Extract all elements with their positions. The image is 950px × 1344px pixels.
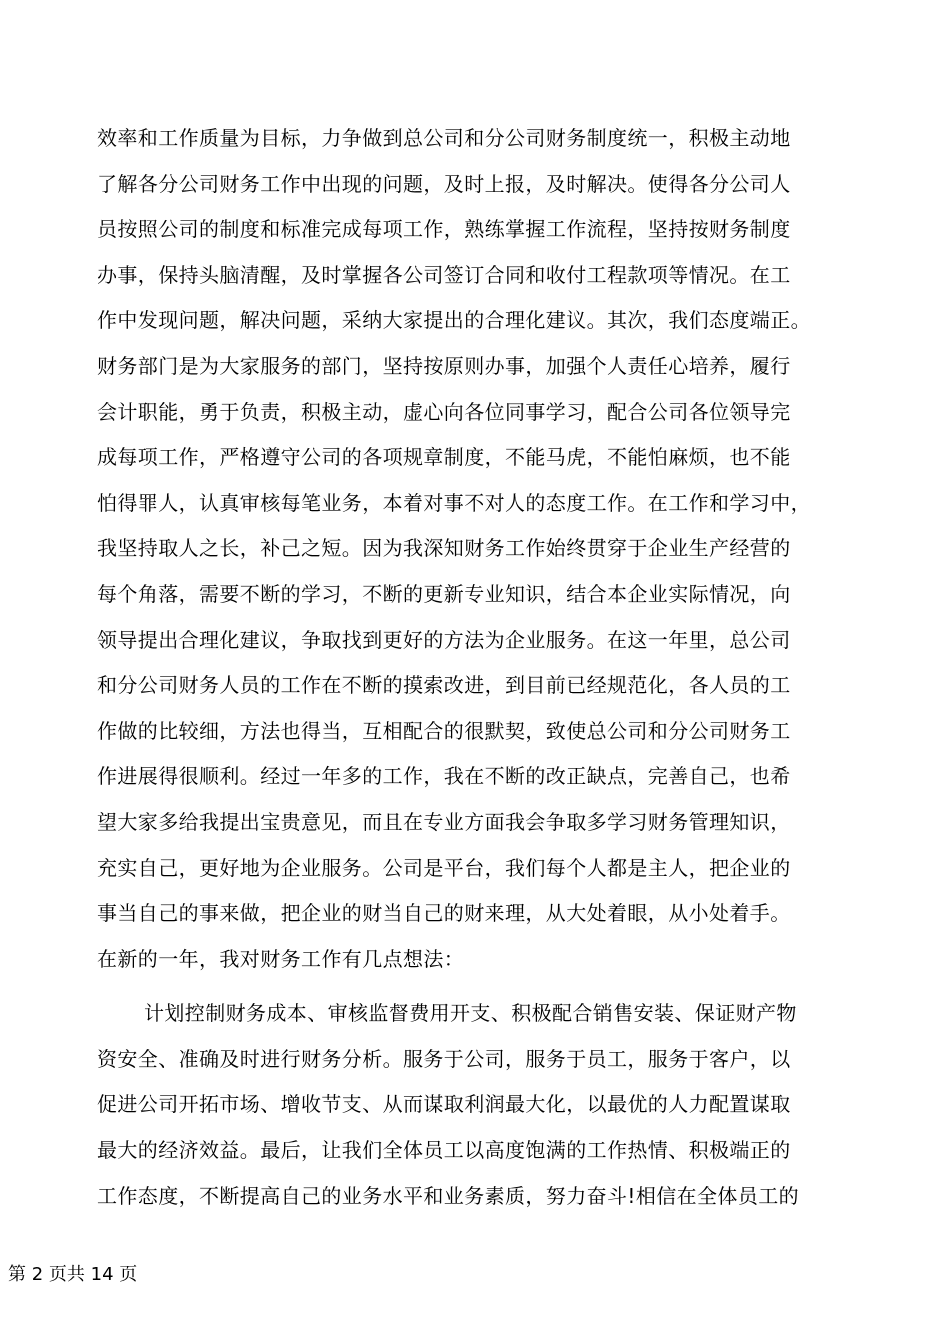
text-line: 办事，保持头脑清醒，及时掌握各公司签订合同和收付工程款项等情况。在工 bbox=[97, 262, 791, 287]
text-line: 员按照公司的制度和标准完成每项工作，熟练掌握工作流程，坚持按财务制度 bbox=[97, 217, 791, 242]
paragraph-2 bbox=[97, 991, 837, 1219]
text-line: 计划控制财务成本、审核监督费用开支、积极配合销售安装、保证财产物 bbox=[144, 1001, 797, 1026]
paragraph-1 bbox=[97, 116, 837, 982]
text-line: 每个角落，需要不断的学习，不断的更新专业知识，结合本企业实际情况，向 bbox=[97, 581, 791, 606]
text-line: 领导提出合理化建议，争取找到更好的方法为企业服务。在这一年里，总公司 bbox=[97, 627, 791, 652]
page-number-footer: 第 2 页共 14 页 bbox=[8, 1264, 138, 1285]
text-line: 作进展得很顺利。经过一年多的工作，我在不断的改正缺点，完善自己，也希 bbox=[97, 764, 791, 789]
text-line: 我坚持取人之长，补己之短。因为我深知财务工作始终贯穿于企业生产经营的 bbox=[97, 536, 791, 561]
text-line: 促进公司开拓市场、增收节支、从而谋取利润最大化，以最优的人力配置谋取 bbox=[97, 1092, 791, 1117]
text-line: 最大的经济效益。最后，让我们全体员工以高度饱满的工作热情、积极端正的 bbox=[97, 1138, 791, 1163]
text-line: 和分公司财务人员的工作在不断的摸索改进，到目前已经规范化，各人员的工 bbox=[97, 673, 791, 698]
text-line: 财务部门是为大家服务的部门，坚持按原则办事，加强个人责任心培养，履行 bbox=[97, 353, 791, 378]
text-line: 怕得罪人，认真审核每笔业务，本着对事不对人的态度工作。在工作和学习中， bbox=[97, 490, 811, 515]
text-line: 作中发现问题，解决问题，采纳大家提出的合理化建议。其次，我们态度端正。 bbox=[97, 308, 811, 333]
text-line: 成每项工作，严格遵守公司的各项规章制度，不能马虎，不能怕麻烦，也不能 bbox=[97, 445, 791, 470]
text-line: 事当自己的事来做，把企业的财当自己的财来理，从大处着眼，从小处着手。 bbox=[97, 901, 791, 926]
text-line: 充实自己，更好地为企业服务。公司是平台，我们每个人都是主人，把企业的 bbox=[97, 855, 791, 880]
text-line: 会计职能，勇于负责，积极主动，虚心向各位同事学习，配合公司各位领导完 bbox=[97, 399, 791, 424]
text-line: 在新的一年，我对财务工作有几点想法： bbox=[97, 946, 465, 971]
text-line: 望大家多给我提出宝贵意见，而且在专业方面我会争取多学习财务管理知识， bbox=[97, 809, 791, 834]
text-line: 效率和工作质量为目标，力争做到总公司和分公司财务制度统一，积极主动地 bbox=[97, 126, 791, 150]
text-line: 工作态度，不断提高自己的业务水平和业务素质，努力奋斗!相信在全体员工的 bbox=[97, 1183, 800, 1208]
text-line: 作做的比较细，方法也得当，互相配合的很默契，致使总公司和分公司财务工 bbox=[97, 718, 791, 743]
text-line: 资安全、准确及时进行财务分析。服务于公司，服务于员工，服务于客户，以 bbox=[97, 1046, 791, 1071]
document-body bbox=[97, 116, 837, 1219]
text-line: 了解各分公司财务工作中出现的问题，及时上报，及时解决。使得各分公司人 bbox=[97, 171, 791, 196]
